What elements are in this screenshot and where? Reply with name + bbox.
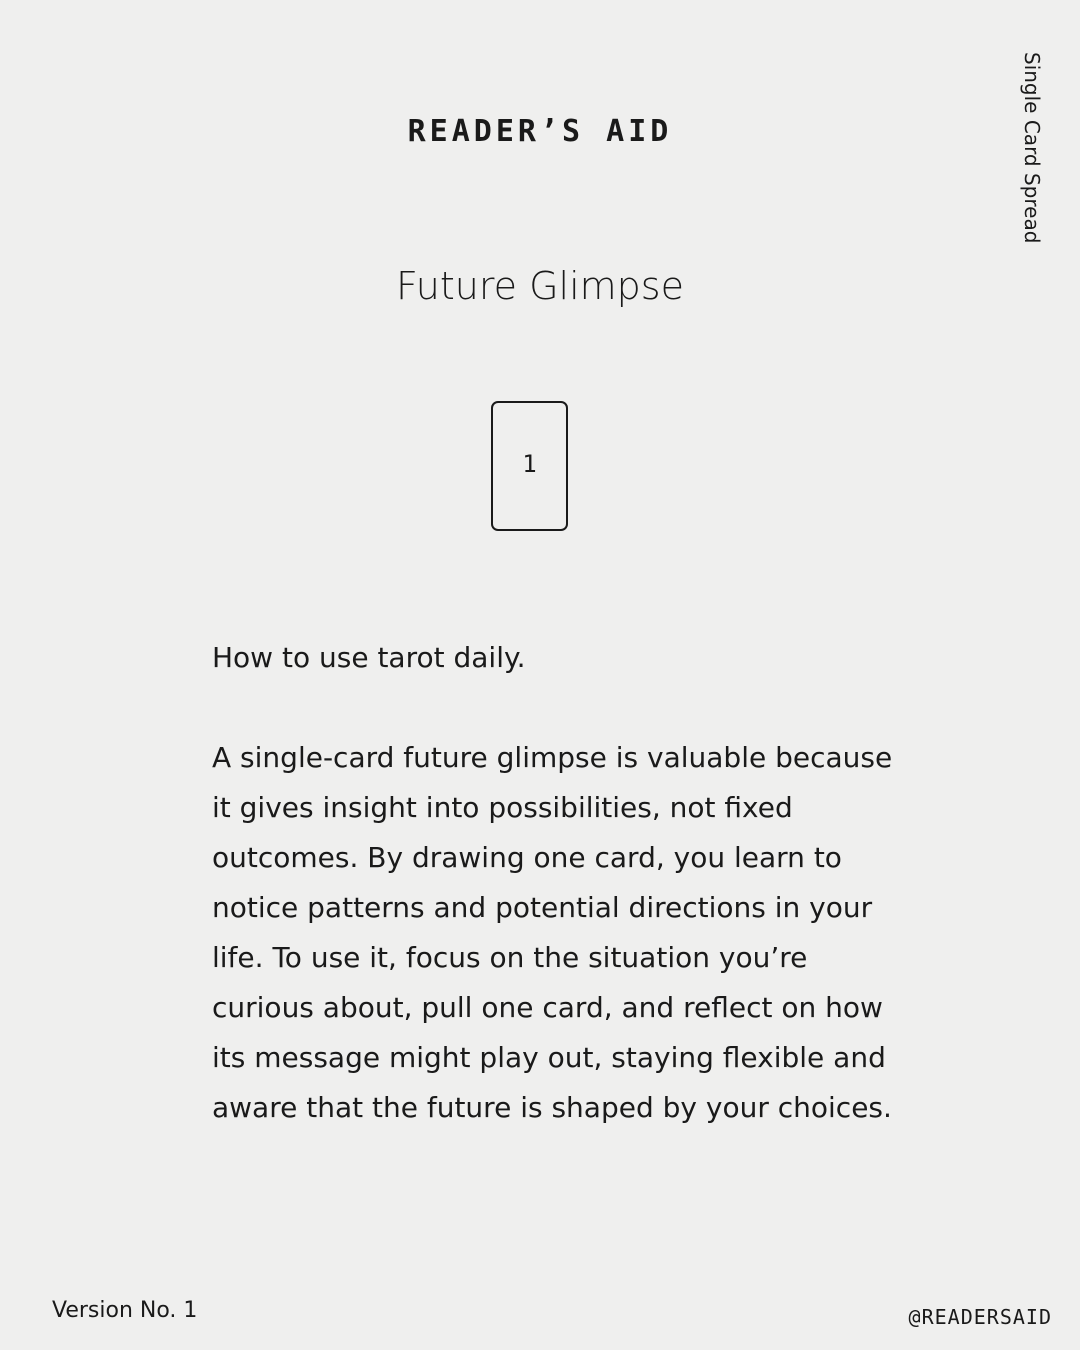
intro-line: How to use tarot daily. [212,641,526,674]
brand-title: READER’S AID [407,114,673,149]
description-paragraph: A single-card future glimpse is valuable because it gives insight into possibilities, not fixed outcomes. By drawing one card, you learn to notice patterns and potential directions in your life. To use it, focus on the situation you’re curious about, pull one card, and reflect on how its message might play out, staying flexible and aware that the future is shaped by your choices. [212,741,893,1124]
spread-title: Future Glimpse [396,264,684,308]
description-block [212,633,902,1133]
card-position-1 [491,401,568,531]
spread-type-label: Single Card Spread [1020,52,1044,244]
card-number: 1 [522,450,537,478]
version-label: Version No. 1 [52,1298,198,1323]
social-handle: @READERSAID [908,1305,1052,1329]
